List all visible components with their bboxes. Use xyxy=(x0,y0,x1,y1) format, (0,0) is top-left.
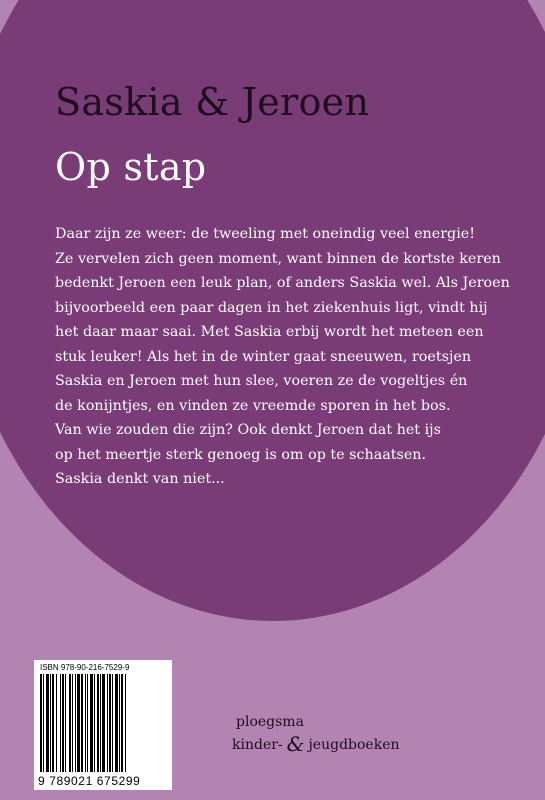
isbn-barcode-box xyxy=(34,660,172,790)
blurb-line: Saskia denkt van niet... xyxy=(55,471,225,487)
blurb-line: het daar maar saai. Met Saskia erbij wordt het meteen een xyxy=(55,324,484,340)
publisher-imprint-right: jeugdboeken xyxy=(308,737,400,753)
blurb-line: bijvoorbeeld een paar dagen in het ziekenhuis ligt, vindt hij xyxy=(55,299,488,316)
ampersand-icon: & xyxy=(286,732,305,756)
blurb-line: Daar zijn ze weer: de tweeling met oneindig veel energie! xyxy=(55,226,475,242)
blurb-line: de konijntjes, en vinden ze vreemde sporen in het bos. xyxy=(55,397,451,414)
blurb-line: stuk leuker! Als het in de winter gaat sneeuwen, roetsjen xyxy=(55,348,472,365)
blurb-line: Ze vervelen zich geen moment, want binnen de kortste keren xyxy=(55,250,501,267)
blurb-line: Van wie zouden die zijn? Ook denkt Jeroen dat het ijs xyxy=(55,422,441,438)
series-title: Saskia & Jeroen xyxy=(55,80,370,124)
isbn-label: ISBN 978-90-216-7529-9 xyxy=(40,663,130,672)
blurb-line: Saskia en Jeroen met hun slee, voeren ze de vogeltjes én xyxy=(55,373,468,389)
blurb-line: bedenkt Jeroen een leuk plan, of anders Saskia wel. Als Jeroen xyxy=(55,275,510,291)
publisher-name: ploegsma xyxy=(236,714,304,730)
barcode-digits: 9 789021 675299 xyxy=(38,774,141,788)
book-title: Op stap xyxy=(55,145,207,189)
publisher-logo xyxy=(232,712,400,755)
blurb-text xyxy=(55,222,525,492)
publisher-imprint-left: kinder- xyxy=(232,737,283,753)
publisher-imprint xyxy=(232,734,400,755)
blurb-line: op het meertje sterk genoeg is om op te schaatsen. xyxy=(55,446,427,463)
barcode-icon xyxy=(38,674,168,774)
